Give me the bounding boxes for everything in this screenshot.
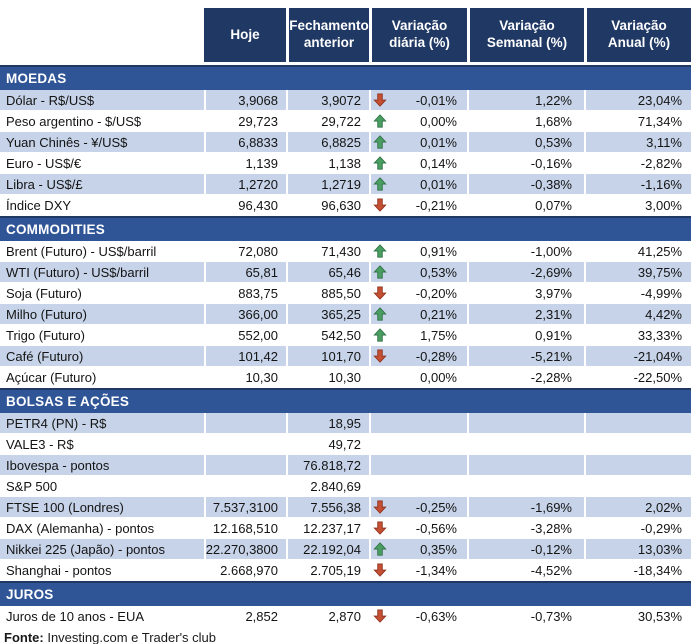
row-label: Índice DXY bbox=[6, 197, 72, 213]
cell-variacao-diaria bbox=[369, 195, 467, 215]
cell-variacao-anual: 41,25% bbox=[584, 241, 691, 261]
section-header bbox=[0, 65, 691, 90]
trend-arrow bbox=[373, 156, 388, 171]
row-label: Trigo (Futuro) bbox=[6, 327, 85, 343]
cell-variacao-diaria-value: 0,00% bbox=[420, 113, 457, 129]
row-label: Euro - US$/€ bbox=[6, 155, 82, 171]
row-label: Shanghai - pontos bbox=[6, 562, 112, 578]
cell-variacao-anual bbox=[584, 413, 691, 433]
section-title: COMMODITIES bbox=[6, 222, 105, 237]
trend-arrow bbox=[373, 244, 388, 259]
cell-fechamento-anterior: 49,72 bbox=[286, 434, 369, 454]
cell-variacao-diaria bbox=[369, 476, 467, 496]
cell-variacao-diaria-value: 0,35% bbox=[420, 541, 457, 557]
cell-hoje: 10,30 bbox=[204, 367, 286, 387]
trend-down-icon bbox=[373, 93, 387, 107]
cell-variacao-anual: 30,53% bbox=[584, 606, 691, 626]
cell-hoje: 1,139 bbox=[204, 153, 286, 173]
cell-fechamento-anterior: 71,430 bbox=[286, 241, 369, 261]
table-row bbox=[0, 241, 691, 262]
table-section bbox=[0, 388, 691, 581]
table-row bbox=[0, 325, 691, 346]
cell-hoje bbox=[204, 434, 286, 454]
header-variacao-anual: Variação Anual (%) bbox=[584, 8, 691, 62]
cell-variacao-anual: 13,03% bbox=[584, 539, 691, 559]
cell-variacao-diaria-value: -1,34% bbox=[415, 562, 457, 578]
cell-variacao-diaria bbox=[369, 132, 467, 152]
cell-variacao-semanal: 1,68% bbox=[467, 111, 584, 131]
table-row bbox=[0, 476, 691, 497]
section-title: BOLSAS E AÇÕES bbox=[6, 394, 130, 409]
trend-arrow bbox=[373, 563, 388, 578]
cell-variacao-anual: 39,75% bbox=[584, 262, 691, 282]
cell-hoje: 7.537,3100 bbox=[204, 497, 286, 517]
cell-variacao-anual: -1,16% bbox=[584, 174, 691, 194]
table-row bbox=[0, 111, 691, 132]
cell-fechamento-anterior: 29,722 bbox=[286, 111, 369, 131]
cell-variacao-diaria-value: 0,91% bbox=[420, 243, 457, 259]
cell-variacao-diaria bbox=[369, 455, 467, 475]
row-label: Soja (Futuro) bbox=[6, 285, 82, 301]
table-row bbox=[0, 174, 691, 195]
cell-hoje: 2.668,970 bbox=[204, 560, 286, 580]
row-label: Dólar - R$/US$ bbox=[6, 92, 95, 108]
row-label: Libra - US$/£ bbox=[6, 176, 83, 192]
trend-arrow bbox=[373, 286, 388, 301]
cell-hoje bbox=[204, 476, 286, 496]
cell-variacao-semanal: -5,21% bbox=[467, 346, 584, 366]
cell-hoje: 1,2720 bbox=[204, 174, 286, 194]
table-row bbox=[0, 539, 691, 560]
cell-variacao-semanal: -1,00% bbox=[467, 241, 584, 261]
cell-variacao-anual: 3,00% bbox=[584, 195, 691, 215]
row-label: Açúcar (Futuro) bbox=[6, 369, 97, 385]
table-row bbox=[0, 455, 691, 476]
header-variacao-semanal: Variação Semanal (%) bbox=[467, 8, 584, 62]
cell-variacao-diaria bbox=[369, 174, 467, 194]
cell-variacao-anual: 4,42% bbox=[584, 304, 691, 324]
cell-hoje: 96,430 bbox=[204, 195, 286, 215]
cell-variacao-diaria-value: 0,53% bbox=[420, 264, 457, 280]
cell-variacao-anual: 2,02% bbox=[584, 497, 691, 517]
cell-hoje: 101,42 bbox=[204, 346, 286, 366]
cell-variacao-semanal: 0,07% bbox=[467, 195, 584, 215]
cell-variacao-semanal: -2,69% bbox=[467, 262, 584, 282]
table-row bbox=[0, 560, 691, 581]
cell-fechamento-anterior: 2,870 bbox=[286, 606, 369, 626]
cell-variacao-anual: 71,34% bbox=[584, 111, 691, 131]
cell-variacao-semanal: 0,91% bbox=[467, 325, 584, 345]
cell-variacao-diaria-value: 1,75% bbox=[420, 327, 457, 343]
cell-fechamento-anterior: 6,8825 bbox=[286, 132, 369, 152]
cell-variacao-diaria-value: -0,56% bbox=[415, 520, 457, 536]
cell-fechamento-anterior: 365,25 bbox=[286, 304, 369, 324]
trend-up-icon bbox=[373, 156, 387, 170]
table-row bbox=[0, 497, 691, 518]
cell-hoje: 65,81 bbox=[204, 262, 286, 282]
cell-variacao-semanal: -3,28% bbox=[467, 518, 584, 538]
cell-variacao-diaria bbox=[369, 304, 467, 324]
table-row bbox=[0, 153, 691, 174]
cell-fechamento-anterior: 1,138 bbox=[286, 153, 369, 173]
trend-arrow bbox=[373, 437, 388, 452]
row-label: Café (Futuro) bbox=[6, 348, 84, 364]
cell-variacao-diaria-value: -0,63% bbox=[415, 608, 457, 624]
cell-hoje: 883,75 bbox=[204, 283, 286, 303]
trend-arrow bbox=[373, 500, 388, 515]
cell-variacao-anual: -2,82% bbox=[584, 153, 691, 173]
cell-variacao-anual bbox=[584, 476, 691, 496]
table-row bbox=[0, 413, 691, 434]
cell-fechamento-anterior: 96,630 bbox=[286, 195, 369, 215]
cell-hoje bbox=[204, 413, 286, 433]
table-row bbox=[0, 434, 691, 455]
trend-up-icon bbox=[373, 542, 387, 556]
section-rows bbox=[0, 606, 691, 627]
cell-fechamento-anterior: 7.556,38 bbox=[286, 497, 369, 517]
cell-variacao-diaria bbox=[369, 606, 467, 626]
cell-hoje: 22.270,3800 bbox=[204, 539, 286, 559]
header-hoje: Hoje bbox=[204, 8, 286, 62]
trend-down-icon bbox=[373, 609, 387, 623]
row-label: WTI (Futuro) - US$/barril bbox=[6, 264, 150, 280]
cell-fechamento-anterior: 22.192,04 bbox=[286, 539, 369, 559]
section-header bbox=[0, 581, 691, 606]
section-title: JUROS bbox=[6, 587, 54, 602]
row-label: Milho (Futuro) bbox=[6, 306, 87, 322]
cell-variacao-anual bbox=[584, 434, 691, 454]
table-row bbox=[0, 518, 691, 539]
cell-variacao-anual: -21,04% bbox=[584, 346, 691, 366]
cell-variacao-anual bbox=[584, 455, 691, 475]
cell-variacao-diaria-value: -0,21% bbox=[415, 197, 457, 213]
cell-variacao-diaria bbox=[369, 434, 467, 454]
cell-variacao-diaria-value: 0,14% bbox=[420, 155, 457, 171]
cell-variacao-diaria bbox=[369, 367, 467, 387]
cell-variacao-diaria-value: 0,21% bbox=[420, 306, 457, 322]
trend-arrow bbox=[373, 349, 388, 364]
cell-variacao-semanal: -0,16% bbox=[467, 153, 584, 173]
cell-variacao-semanal: -0,12% bbox=[467, 539, 584, 559]
cell-variacao-diaria bbox=[369, 283, 467, 303]
cell-variacao-semanal: 2,31% bbox=[467, 304, 584, 324]
trend-arrow bbox=[373, 328, 388, 343]
cell-hoje: 6,8833 bbox=[204, 132, 286, 152]
cell-variacao-diaria bbox=[369, 413, 467, 433]
cell-variacao-semanal: -0,73% bbox=[467, 606, 584, 626]
row-label: DAX (Alemanha) - pontos bbox=[6, 520, 155, 536]
section-title: MOEDAS bbox=[6, 71, 67, 86]
trend-arrow bbox=[373, 521, 388, 536]
table-section bbox=[0, 216, 691, 388]
cell-fechamento-anterior: 76.818,72 bbox=[286, 455, 369, 475]
cell-variacao-anual: 23,04% bbox=[584, 90, 691, 110]
section-rows bbox=[0, 90, 691, 216]
trend-arrow bbox=[373, 542, 388, 557]
trend-down-icon bbox=[373, 500, 387, 514]
cell-hoje: 3,9068 bbox=[204, 90, 286, 110]
cell-fechamento-anterior: 2.840,69 bbox=[286, 476, 369, 496]
row-label: Yuan Chinês - ¥/US$ bbox=[6, 134, 128, 150]
cell-fechamento-anterior: 1,2719 bbox=[286, 174, 369, 194]
trend-arrow bbox=[373, 458, 388, 473]
cell-hoje: 12.168,510 bbox=[204, 518, 286, 538]
cell-variacao-diaria bbox=[369, 346, 467, 366]
cell-variacao-semanal bbox=[467, 476, 584, 496]
trend-arrow bbox=[373, 479, 388, 494]
cell-variacao-semanal: -4,52% bbox=[467, 560, 584, 580]
trend-down-icon bbox=[373, 349, 387, 363]
trend-down-icon bbox=[373, 198, 387, 212]
cell-variacao-diaria bbox=[369, 325, 467, 345]
table-header bbox=[0, 8, 691, 62]
section-header bbox=[0, 216, 691, 241]
cell-variacao-semanal: 1,22% bbox=[467, 90, 584, 110]
table-row bbox=[0, 132, 691, 153]
cell-variacao-semanal: -0,38% bbox=[467, 174, 584, 194]
trend-arrow bbox=[373, 307, 388, 322]
trend-up-icon bbox=[373, 328, 387, 342]
table-row bbox=[0, 606, 691, 627]
cell-fechamento-anterior: 2.705,19 bbox=[286, 560, 369, 580]
cell-variacao-diaria-value: -0,20% bbox=[415, 285, 457, 301]
cell-variacao-semanal: 0,53% bbox=[467, 132, 584, 152]
cell-variacao-semanal bbox=[467, 413, 584, 433]
row-label: Nikkei 225 (Japão) - pontos bbox=[6, 541, 165, 557]
table-row bbox=[0, 90, 691, 111]
table-section bbox=[0, 581, 691, 627]
trend-up-icon bbox=[373, 244, 387, 258]
trend-down-icon bbox=[373, 563, 387, 577]
cell-fechamento-anterior: 65,46 bbox=[286, 262, 369, 282]
source-note bbox=[0, 630, 691, 644]
table-row bbox=[0, 195, 691, 216]
section-header bbox=[0, 388, 691, 413]
cell-variacao-diaria-value: -0,25% bbox=[415, 499, 457, 515]
cell-fechamento-anterior: 10,30 bbox=[286, 367, 369, 387]
cell-variacao-anual: -22,50% bbox=[584, 367, 691, 387]
cell-hoje: 552,00 bbox=[204, 325, 286, 345]
cell-variacao-diaria-value: 0,00% bbox=[420, 369, 457, 385]
table-row bbox=[0, 283, 691, 304]
row-label: S&P 500 bbox=[6, 478, 58, 494]
trend-up-icon bbox=[373, 114, 387, 128]
cell-variacao-diaria bbox=[369, 497, 467, 517]
cell-fechamento-anterior: 3,9072 bbox=[286, 90, 369, 110]
trend-arrow bbox=[373, 114, 388, 129]
trend-down-icon bbox=[373, 521, 387, 535]
cell-variacao-anual: 33,33% bbox=[584, 325, 691, 345]
cell-variacao-anual: -18,34% bbox=[584, 560, 691, 580]
row-label: VALE3 - R$ bbox=[6, 436, 74, 452]
trend-up-icon bbox=[373, 265, 387, 279]
source-label: Fonte: bbox=[4, 630, 44, 644]
table-row bbox=[0, 346, 691, 367]
trend-down-icon bbox=[373, 286, 387, 300]
row-label: Juros de 10 anos - EUA bbox=[6, 608, 145, 624]
trend-up-icon bbox=[373, 307, 387, 321]
cell-variacao-diaria-value: 0,01% bbox=[420, 134, 457, 150]
table-row bbox=[0, 304, 691, 325]
cell-variacao-semanal: -1,69% bbox=[467, 497, 584, 517]
cell-hoje: 29,723 bbox=[204, 111, 286, 131]
cell-variacao-diaria bbox=[369, 539, 467, 559]
row-label: Peso argentino - $/US$ bbox=[6, 113, 142, 129]
cell-variacao-semanal: -2,28% bbox=[467, 367, 584, 387]
row-label: Ibovespa - pontos bbox=[6, 457, 110, 473]
cell-variacao-anual: -4,99% bbox=[584, 283, 691, 303]
trend-arrow bbox=[373, 265, 388, 280]
cell-variacao-diaria-value: -0,01% bbox=[415, 92, 457, 108]
table-body bbox=[0, 65, 691, 627]
trend-arrow bbox=[373, 135, 388, 150]
table-row bbox=[0, 262, 691, 283]
cell-hoje: 366,00 bbox=[204, 304, 286, 324]
header-fechamento-anterior: Fechamento anterior bbox=[286, 8, 369, 62]
cell-hoje: 2,852 bbox=[204, 606, 286, 626]
table-row bbox=[0, 367, 691, 388]
trend-arrow bbox=[373, 370, 388, 385]
cell-fechamento-anterior: 18,95 bbox=[286, 413, 369, 433]
cell-variacao-diaria bbox=[369, 262, 467, 282]
trend-arrow bbox=[373, 198, 388, 213]
trend-up-icon bbox=[373, 135, 387, 149]
cell-variacao-diaria bbox=[369, 560, 467, 580]
trend-up-icon bbox=[373, 177, 387, 191]
cell-variacao-semanal: 3,97% bbox=[467, 283, 584, 303]
cell-fechamento-anterior: 885,50 bbox=[286, 283, 369, 303]
cell-variacao-semanal bbox=[467, 455, 584, 475]
row-label: FTSE 100 (Londres) bbox=[6, 499, 124, 515]
cell-fechamento-anterior: 101,70 bbox=[286, 346, 369, 366]
trend-arrow bbox=[373, 416, 388, 431]
cell-variacao-diaria bbox=[369, 153, 467, 173]
cell-variacao-diaria bbox=[369, 241, 467, 261]
cell-hoje: 72,080 bbox=[204, 241, 286, 261]
cell-variacao-diaria bbox=[369, 90, 467, 110]
cell-variacao-diaria bbox=[369, 518, 467, 538]
header-spacer bbox=[0, 8, 204, 62]
header-variacao-diaria: Variação diária (%) bbox=[369, 8, 467, 62]
cell-fechamento-anterior: 542,50 bbox=[286, 325, 369, 345]
cell-variacao-diaria-value: 0,01% bbox=[420, 176, 457, 192]
cell-variacao-anual: -0,29% bbox=[584, 518, 691, 538]
source-text: Investing.com e Trader's club bbox=[47, 630, 217, 644]
cell-variacao-diaria bbox=[369, 111, 467, 131]
cell-variacao-anual: 3,11% bbox=[584, 132, 691, 152]
trend-arrow bbox=[373, 177, 388, 192]
table-section bbox=[0, 65, 691, 216]
cell-variacao-diaria-value: -0,28% bbox=[415, 348, 457, 364]
row-label: Brent (Futuro) - US$/barril bbox=[6, 243, 157, 259]
row-label: PETR4 (PN) - R$ bbox=[6, 415, 107, 431]
cell-variacao-semanal bbox=[467, 434, 584, 454]
cell-fechamento-anterior: 12.237,17 bbox=[286, 518, 369, 538]
trend-arrow bbox=[373, 93, 388, 108]
cell-hoje bbox=[204, 455, 286, 475]
section-rows bbox=[0, 241, 691, 388]
trend-arrow bbox=[373, 609, 388, 624]
section-rows bbox=[0, 413, 691, 581]
